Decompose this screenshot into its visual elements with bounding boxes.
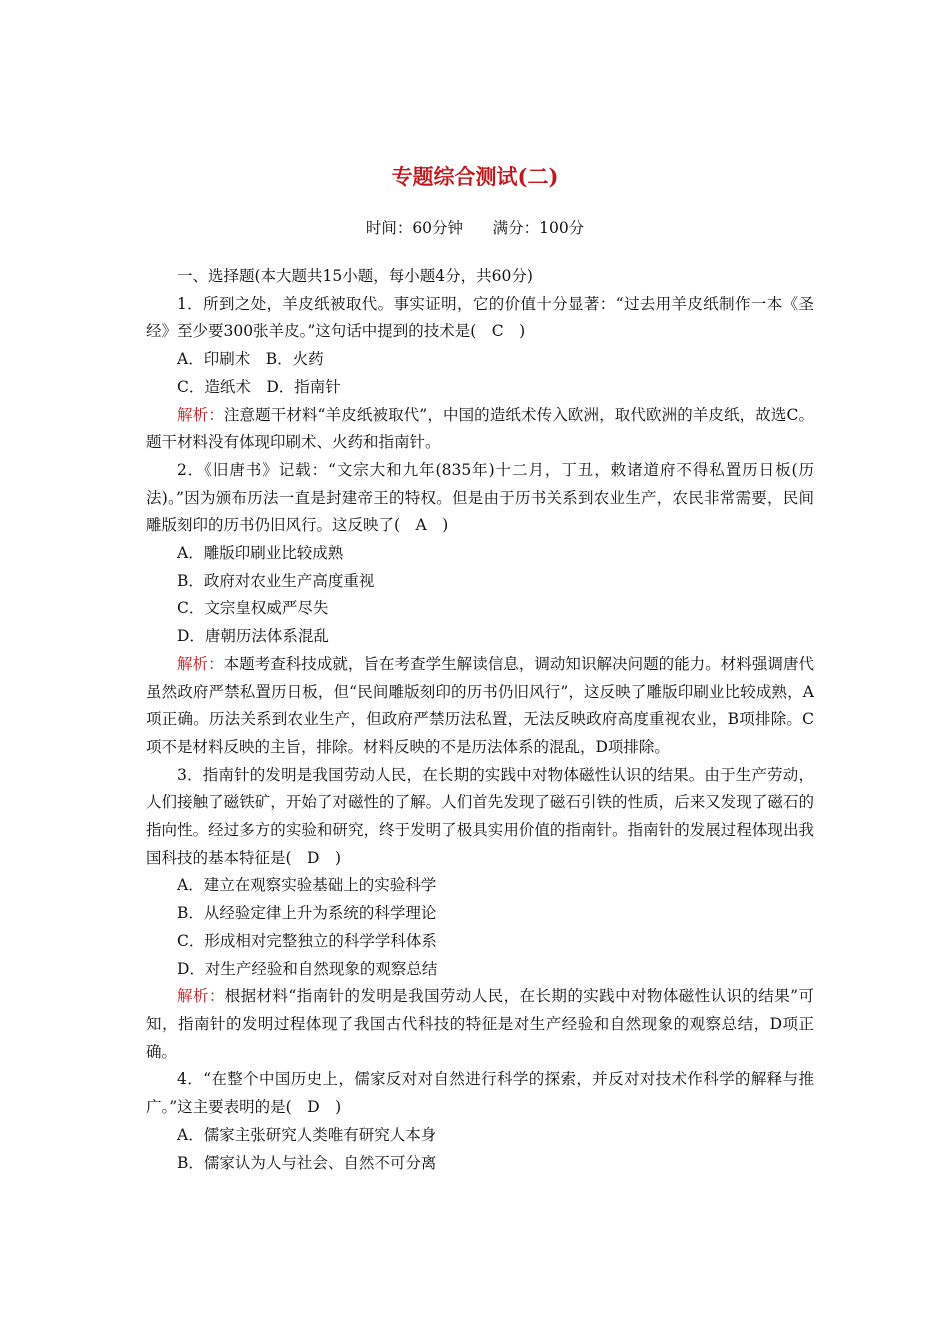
question-1-options-cd: C．造纸术 D．指南针 <box>177 377 341 396</box>
question-2-option-a: A．雕版印刷业比较成熟 <box>177 544 344 563</box>
question-3-option-a: A．建立在观察实验基础上的实验科学 <box>177 876 437 895</box>
question-2-analysis <box>146 651 814 762</box>
page-title: 专题综合测试(二) <box>391 164 559 189</box>
section-heading: 一、选择题(本大题共15小题，每小题4分，共60分) <box>177 267 533 285</box>
question-3-stem: 3．指南针的发明是我国劳动人民，在长期的实践中对物体磁性认识的结果。由于生产劳动，人们接触了磁铁矿，开始了对磁性的了解。人们首先发现了磁石引铁的性质，后来又发现了磁石的指向性。经过多方的实验和研究，终于发明了极具实用价值的指南针。指南针的发展过程体现出我国科技的基本特征是( D ) <box>146 765 814 867</box>
question-3-option-b: B．从经验定律上升为系统的科学理论 <box>177 904 437 923</box>
question-2-stem: 2．《旧唐书》记载：“文宗大和九年(835年)十二月，丁丑，敕诸道府不得私置历日板(历法)。”因为颁布历法一直是封建帝王的特权。但是由于历书关系到农业生产，农民非常需要，民间雕版刻印的历书仍旧风行。这反映了( A ) <box>146 460 814 535</box>
document-body <box>146 263 814 1177</box>
question-4-stem: 4．“在整个中国历史上，儒家反对对自然进行科学的探索，并反对对技术作科学的解释与推广。”这主要表明的是( D ) <box>146 1070 814 1117</box>
question-3-option-d: D．对生产经验和自然现象的观察总结 <box>177 959 438 978</box>
question-2-option-b: B．政府对农业生产高度重视 <box>177 571 375 590</box>
analysis-label: 解析： <box>177 405 224 424</box>
question-3-option-c: C．形成相对完整独立的科学学科体系 <box>177 931 437 950</box>
question-1-stem: 1．所到之处，羊皮纸被取代。事实证明，它的价值十分显著：“过去用羊皮纸制作一本《圣经》至少要300张羊皮。”这句话中提到的技术是( C ) <box>146 294 814 341</box>
analysis-text: 本题考查科技成就，旨在考查学生解读信息，调动知识解决问题的能力。材料强调唐代虽然政府严禁私置历日板，但“民间雕版刻印的历书仍旧风行”，这反映了雕版印刷业比较成熟，A项正确。历法关系到农业生产，但政府严禁历法私置，无法反映政府高度重视农业，B项排除。C项不是材料反映的主旨，排除。材料反映的不是历法体系的混乱，D项排除。 <box>146 654 814 756</box>
question-1-analysis <box>146 402 814 457</box>
analysis-text: 注意题干材料“羊皮纸被取代”，中国的造纸术传入欧洲，取代欧洲的羊皮纸，故选C。题干材料没有体现印刷术、火药和指南针。 <box>146 405 814 452</box>
analysis-label: 解析： <box>177 987 225 1006</box>
exam-meta: 时间：60分钟 满分：100分 <box>365 219 585 237</box>
question-4-option-a: A．儒家主张研究人类唯有研究人本身 <box>177 1125 437 1144</box>
question-2-option-d: D．唐朝历法体系混乱 <box>177 627 329 646</box>
question-4-option-b: B．儒家认为人与社会、自然不可分离 <box>177 1153 437 1172</box>
analysis-label: 解析： <box>177 654 224 673</box>
question-1-options-ab: A．印刷术 B．火药 <box>177 350 324 369</box>
question-2-option-c: C．文宗皇权威严尽失 <box>177 599 329 618</box>
question-3-analysis <box>146 983 814 1066</box>
analysis-text: 根据材料“指南针的发明是我国劳动人民，在长期的实践中对物体磁性认识的结果”可知，指南针的发明过程体现了我国古代科技的特征是对生产经验和自然现象的观察总结，D项正确。 <box>146 987 814 1061</box>
